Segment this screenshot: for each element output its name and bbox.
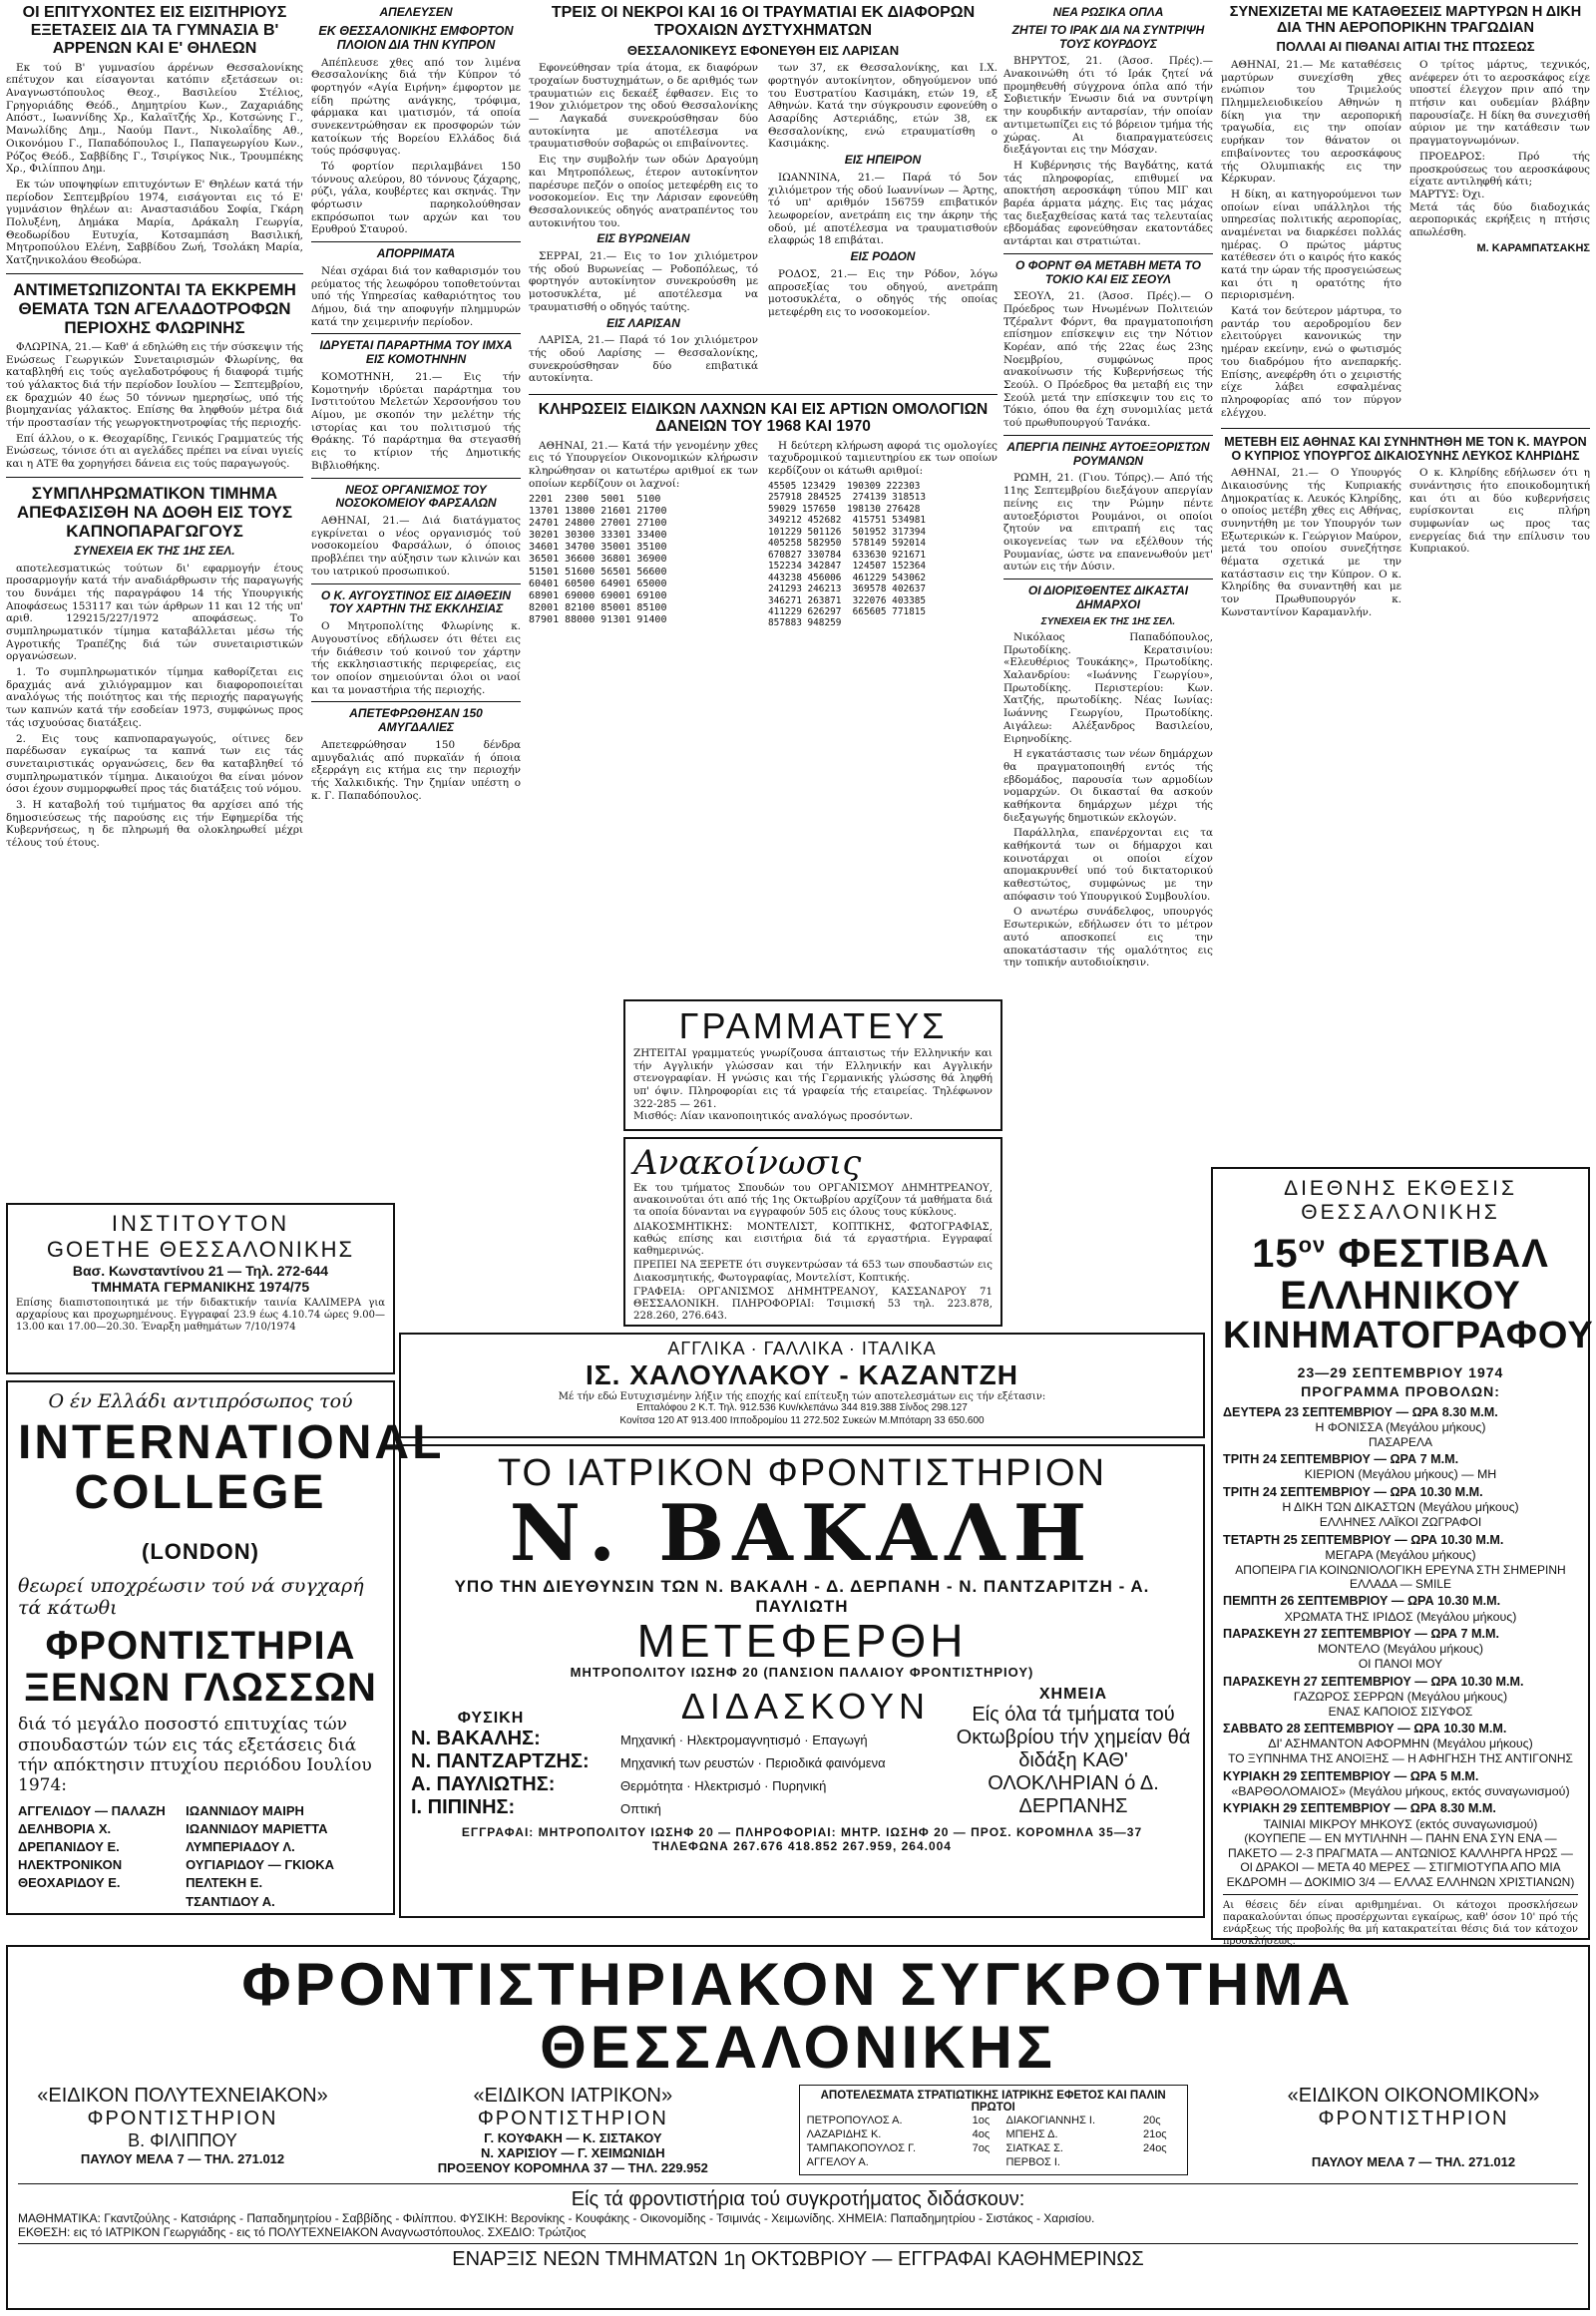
program-day: ΤΡΙΤΗ 24 ΣΕΠΤΕΜΒΡΙΟΥ — ΩΡΑ 10.30 Μ.Μ. [1223,1485,1483,1500]
goethe-line1: ΙΝΣΤΙΤΟΥΤΟΝ [111,1211,290,1236]
program-day: ΠΕΜΠΤΗ 26 ΣΕΠΤΕΜΒΡΙΟΥ — ΩΡΑ 10.30 Μ.Μ. [1223,1594,1501,1609]
ic-intro: Ο έν Ελλάδι αντιπρόσωπος τού [48,1390,353,1412]
headline: ΝΕΟΣ ΟΡΓΑΝΙΣΜΟΣ ΤΟΥ ΝΟΣΟΚΟΜΕΙΟΥ ΦΑΡΣΑΛΩΝ [335,482,497,511]
vakali-directors: ΥΠΟ ΤΗΝ ΔΙΕΥΘΥΝΣΙΝ ΤΩΝ Ν. ΒΑΚΑΛΗ - Δ. ΔΕΡΠΑΝΗ - Ν. ΠΑΝΤΖΑΡΙΤΖΗ - Α. ΠΑΥΛΙΩΤΗ [454,1577,1150,1616]
traffic-right-column [768,62,998,388]
branch-medical [408,2085,737,2175]
divider [311,701,521,702]
lottery-left [529,440,758,629]
languages-branches [409,1402,1195,1427]
branch-address: ΠΑΥΛΟΥ ΜΕΛΑ 7 — ΤΗΛ. 271.012 [1311,2154,1516,2169]
teachers-line1: ΜΑΘΗΜΑΤΙΚΑ: Γκαντζούλης - Κατσιάρης - Παπαδημητρίου - Σαββίδης - Φιλίππου. ΦΥΣΙΚΗ: Βερονίκης - Κουφάκης - Οικονομίδης - Τσιμινάς - Χειμωνίδης. ΧΗΜΕΙΑ: Παπαδημητρίου - Σιστάκος - Χαρισίου. [18,2211,1095,2225]
body-text: Ο ανωτέρω συνάδελφος, υπουργός Εσωτερικών, εδήλωσεν ότι το μέτρον αυτό αποσκοπεί εις την αποκατάστασιν τής ομαλότητος εις την τοπικήν αυτοδιοίκησιν. [1003,906,1213,969]
body-text: ΠΡΟΕΔΡΟΣ: Πρό τής προσκρούσεως του αεροσκάφους είχατε αντιληφθή κάτι; ΜΑΡΤΥΣ: Όχι. Μετά τάς δύο διαδοχικάς αεροπορικάς εκρήξεις η πτήσις απωλέσθη. [1409,150,1590,238]
ic-schools-title: ΦΡΟΝΤΙΣΤΗΡΙΑ [45,1624,356,1669]
subheading: ΕΙΣ ΡΟΔΟΝ [850,249,916,264]
ic-london: (LONDON) [142,1538,259,1564]
vakali-chemistry [954,1686,1193,1819]
program-item [1223,1801,1578,1889]
headline: ΑΠΕΡΓΙΑ ΠΕΙΝΗΣ ΑΥΤΟΕΞΟΡΙΣΤΩΝ ΡΟΥΜΑΝΩΝ [1006,439,1210,468]
trial-left-column [1221,59,1401,422]
subheading: ΕΙΣ ΒΥΡΩΝΕΙΑΝ [597,231,690,246]
body-text: Εκ τού Β' γυμνασίου άρρένων Θεσσαλονίκης επέτυχον και είσαγονται κατόπιν εξετάσεων οι: Αναγνωστόπουλος Θεοχ., Βασιλείου Στέλιος, Γρηγοριάδης Θεόδ., Δημητρίου Κων., Ζαχαριάδης Απόστ., Ιωαννίδης Χρ., Καλαϊτζής Χρ., Κοτσώνης Γ., Μανωλίδης Δημ., Ναούμ Παντ., Νικολαΐδης Αθ., Οικονόμου Γ., Παπαδόπουλος Ι., Παπαγεωργίου Κων., Ρόζος Θεόδ., Σαββίδης Γ., Τσιρίγκος Νικ., Τρουμπέκης Χρ., Φιλίππου Δημ. [6,61,303,176]
body-text: 2. Εις τους καπνοπαραγωγούς, οίτινες δεν παρέδωσαν εγκαίρως τα καπνά των εις τάς συνεταιριστικάς οργανώσεις, δεν θα καταβληθεί τό συμπληρωματικόν τίμημα. Δικαιούχοι θα είναι μόνον όσοι έχουν συμμορφωθεί προς τάς διατάξεις τού νόμου. [6,732,303,796]
results-table [804,2114,1183,2169]
column-4 [1003,4,1213,1221]
program-day: ΣΑΒΒΑΤΟ 28 ΣΕΠΤΕΜΒΡΙΟΥ — ΩΡΑ 10.30 Μ.Μ. [1223,1722,1507,1737]
continuation-label: ΣΥΝΕΧΕΙΑ ΕΚ ΤΗΣ 1ΗΣ ΣΕΛ. [1040,615,1176,627]
bond-numbers: 45505 123429 190309 222303 257918 284525 274139 318513 59029 157650 198130 276428 349212 452682 415751 534981 101229 501126 501952 317394 405258 582950 578149 592014 670827 330784 633630 921671 152234 342847 124507 152364 443238 456006 461229 543062 241293 246213 369578 402637 346271 263871 322076 403385 411229 626297 665605 771815 857883 948259 [768,480,927,629]
vakali-moved: ΜΕΤΕΦΕΡΘΗ [636,1615,968,1667]
school-name: ΙΩΑΝΝΙΔΟΥ ΜΑΙΡΗ [186,1802,304,1818]
announcement-body: Εκ του τμήματος Σπουδών του ΟΡΓΑΝΙΣΜΟΥ ΔΗΜΗΤΡΕΑΝΟΥ, ανακοινούται ότι από τής 1ης Οκτωβρίου αρχίζουν τά μαθήματα διά τα οποία δύνανται να εγγραφούν 505 εις όλους τους κύκλους. [633,1183,993,1219]
branch-polytechnic [18,2085,347,2175]
languages-branch-line1: Επταλόφου 2 Κ.Τ. Τηλ. 912.536 Κυν/κλεπάνω 344 819.388 Σίνδος 298.127 [636,1402,968,1413]
headline: ΙΔΡΥΕΤΑΙ ΠΑΡΑΡΤΗΜΑ ΤΟΥ ΙΜΧΑ ΕΙΣ ΚΟΜΟΤΗΝΗΝ [319,338,513,367]
goethe-ad [6,1203,395,1374]
headline: ΚΛΗΡΩΣΕΙΣ ΕΙΔΙΚΩΝ ΛΑΧΝΩΝ ΚΑΙ ΕΙΣ ΑΡΤΙΩΝ ΟΜΟΛΟΓΙΩΝ ΔΑΝΕΙΩΝ ΤΟΥ 1968 ΚΑΙ 1970 [538,401,989,436]
program-day: ΔΕΥΤΕΡΑ 23 ΣΕΠΤΕΜΒΡΙΟΥ — ΩΡΑ 8.30 Μ.Μ. [1223,1404,1498,1419]
ic-reason: διά τό μεγάλο ποσοστό επιτυχίας τών σπουδαστών τών εις τάς εξετάσεις διά τήν απόκτησιν πτυχίου περιόδου Ιουλίου 1974: [18,1715,372,1796]
announcement-body2: ΔΙΑΚΟΣΜΗΤΙΚΗΣ: ΜΟΝΤΕΛΙΣΤ, ΚΟΠΤΙΚΗΣ, ΦΩΤΟΓΡΑΦΙΑΣ, καθώς επίσης και εισιτήρια διά τά εργαστήρια. Εγγραφαί καθημερινώς. [633,1221,993,1258]
headline: ΖΗΤΕΙ ΤΟ ΙΡΑΚ ΔΙΑ ΝΑ ΣΥΝΤΡΙΨΗ ΤΟΥΣ ΚΟΥΡΔΟΥΣ [1011,22,1205,51]
divider [6,273,303,274]
body-text: ΑΘΗΝΑΙ, 21.— Κατά τήν γενομένην χθες εις τό Υπουργείον Οικονομικών κλήρωσιν κληρώθησαν οι κατωτέρω αριθμοί εκ των οποίων κερδίζουν οι λαχνοί: [529,439,758,490]
goethe-departments: ΤΜΗΜΑΤΑ ΓΕΡΜΑΝΙΚΗΣ 1974/75 [91,1279,310,1295]
secretary-footer: Μισθός: Λίαν ικανοποιητικός αναλόγως προσόντων. [633,1110,914,1123]
program-day: ΚΥΡΙΑΚΗ 29 ΣΕΠΤΕΜΒΡΙΟΥ — ΩΡΑ 8.30 Μ.Μ. [1223,1801,1496,1816]
festival-organizer: ΔΙΕΘΝΗΣ ΕΚΘΕΣΙΣ [1284,1177,1517,1200]
article-mayors [1003,584,1213,969]
body-text: ΦΛΩΡΙΝΑ, 21.— Καθ' ά εδηλώθη εις τήν σύσκεψιν τής Ενώσεως Γεωργικών Συνεταιρισμών Φλωρίνης, θα καταβληθή εις τούς αγελαδοτρόφους ή διαφορά τιμής τού γάλακτος διά τήν περίοδον Ιουλίου — Σεπτεμβρίου, εκ δραχμών 40 έως 50 τόννων ημερησίως, υπό τής βιομηχανίας γάλακτος. Επίσης θα ληφθούν μέτρα διά τήν προστασίαν τής γεωργοκτηνοτροφίας τής περιοχής. [6,340,303,429]
article-ford [1003,259,1213,430]
program-item [1223,1485,1578,1529]
body-text: Κατά τον δεύτερον μάρτυρα, το ραντάρ του αεροδρομίου δεν ελειτούργει κανονικώς την ημέραν εκείνην, ενώ ο φωτισμός του διαδρόμου ήτο ανεπαρκής. Επίσης, ανεφέρθη ότι ο χειριστής είχε λάβει εσφαλμένας πληροφορίας από τον πύργον ελέγχου. [1221,305,1401,419]
languages-ad [399,1333,1205,1438]
student-rank: 7ος [972,2142,991,2154]
branch-type: ΦΡΟΝΤΙΣΤΗΡΙΟΝ [477,2108,668,2129]
student-rank: 21ος [1142,2128,1167,2140]
vakali-subjects [411,1686,1193,1819]
program-day: ΤΡΙΤΗ 24 ΣΕΠΤΕΜΒΡΙΟΥ — ΩΡΑ 7 Μ.Μ. [1223,1452,1459,1467]
military-results [799,2085,1188,2175]
school-name: ΔΕΛΗΒΟΡΙΑ Χ. [18,1820,112,1836]
festival-edition: 15 [1252,1232,1299,1276]
program-day: ΠΑΡΑΣΚΕΥΗ 27 ΣΕΠΤΕΜΒΡΙΟΥ — ΩΡΑ 7 Μ.Μ. [1223,1627,1500,1642]
article-ship-cyprus [311,6,521,236]
languages-branch-line2: Κονίτσα 120 ΑΤ 913.400 Ιπποδρομίου 11 272.502 Συκεών Μ.Μπόταρη 33 650.600 [619,1414,985,1426]
divider [1003,435,1213,436]
divider [6,477,303,478]
tutoring-complex-ad [6,1945,1590,2310]
branch-address: ΠΡΟΞΕΝΟΥ ΚΟΡΟΜΗΛΑ 37 — ΤΗΛ. 229.952 [437,2160,708,2175]
body-text: Εις την συμβολήν των οδών Δραγούμη και Μητροπόλεως, έτερον αυτοκίνητον παρέσυρε πεζόν ο οποίος μετεφέρθη εις το νοσοκομείον. Εις την Λάρισαν εφονεύθη Θεσσαλονικεύς οδηγός ανατραπέντος του αυτοκινήτου του. [529,154,758,229]
headline: Ο ΦΟΡΝΤ ΘΑ ΜΕΤΑΒΗ ΜΕΤΑ ΤΟ ΤΟΚΙΟ ΚΑΙ ΕΙΣ ΣΕΟΥΛ [1015,257,1201,286]
divider [311,583,521,584]
article-augustinos [311,589,521,697]
body-text: Εκ τών υποψηφίων επιτυχόντων Ε' Θηλέων κατά τήν περίοδον Σεπτεμβρίου 1974, εισάγονται εις τό Ε' γυμνάσιον θηλέων αι: Αναστασιάδου Σοφία, Γκάρη Πολυξένη, Δημάκα Μαρία, Δράκαλη Γεωργία, Θεοδωρίδου Ευτυχία, Κοτσαμπάση Βασιλική, Μητροπούλου Ελένη, Σαββίδου Ζωή, Τσολάκη Μαρία, Χατζηνικολάου Θεοδώρα. [6,178,303,267]
teacher-subject: Οπτική [620,1801,661,1817]
kicker: ΑΠΕΛΕΥΣΕΝ [379,5,453,19]
program-item [1223,1627,1578,1671]
student-rank: 24ος [1142,2142,1167,2154]
divider [1003,253,1213,254]
vakali-chemistry-text: Είς όλα τά τμήματα τού Οκτωβρίου τήν χημείαν θά διδάξη ΚΑΘ' ΟΛΟΚΛΗΡΙΑΝ ό Δ. ΔΕΡΠΑΝΗΣ [956,1704,1191,1818]
teacher-subject: Θερμότητα · Ηλεκτρισμό · Πυρηνική [620,1778,827,1794]
branch-name: «ΕΙΔΙΚΟΝ ΟΙΚΟΝΟΜΙΚΟΝ» [1287,2085,1540,2107]
festival-word: ΦΕΣΤΙΒΑΛ [1338,1232,1549,1276]
program-item [1223,1769,1578,1799]
article-tobacco [6,484,303,850]
body-text: ΑΘΗΝΑΙ, 21.— Διά διατάγματος εγκρίνεται ο νέος οργανισμός τού νοσοκομείου Φαρσάλων, ό όποιος προβλέπει την αύξησιν των κλινών και του ιατρικού προσωπικού. [311,515,521,578]
headline: ΕΚ ΘΕΣΣΑΛΟΝΙΚΗΣ ΕΜΦΟΡΤΟΝ ΠΛΟΙΟΝ ΔΙΑ ΤΗΝ ΚΥΠΡΟΝ [318,23,514,53]
results-row [804,2127,1183,2141]
secretary-ad [623,999,1002,1131]
headline: ΑΠΕΤΕΦΡΩΘΗΣΑΝ 150 ΑΜΥΓΔΑΛΙΕΣ [349,706,483,735]
program-film: ΜΕΓΑΡΑ (Μεγάλου μήκους) [1325,1547,1476,1562]
program-item [1223,1594,1578,1624]
branch-economic [1249,2085,1578,2175]
body-text: ΑΘΗΝΑΙ, 21.— Ο Υπουργός Δικαιοσύνης τής Κυπριακής Δημοκρατίας κ. Λευκός Κληρίδης, ο οποίος μετέβη χθες εις Αθήνας, συνηντήθη με τον Υπουργόν των Εξωτερικών κ. Γεώργιον Μαύρον, μετά του οποίου συνεζήτησε θέματα σχετικά με την κατάστασιν εις την Κύπρον. Ο κ. Κληρίδης θα συναντηθή και με τον Πρωθυπουργόν κ. Κωνσταντίνον Καραμανλήν. [1221,467,1401,618]
body-text: των 37, εκ Θεσσαλονίκης, και Ι.Χ. φορτηγόν αυτοκίνητον, οδηγούμενον υπό του Ευστρατίου Κασιμάκη, ετών 19, εξ Αθηνών. Κατά την σύγκρουσιν εφονεύθη ο Ασαρίδης Αστεριάδης, ετών 38, εκ Θεσσαλονίκης, ενώ ετραυματίσθη ο Κασιμάκης. [768,62,998,151]
student-name: ΤΑΜΠΑΚΟΠΟΥΛΟΣ Γ. [806,2142,916,2154]
ic-college [18,1468,383,1569]
secretary-title: ΓΡΑΜΜΑΤΕΥΣ [678,1005,948,1046]
international-college-ad [6,1380,445,1915]
branch-address: ΠΑΥΛΟΥ ΜΕΛΑ 7 — ΤΗΛ. 271.012 [80,2151,285,2166]
teacher-subject: Μηχανική · Ηλεκτρομαγνητισμό · Επαγωγή [620,1733,868,1748]
student-rank: 1ος [972,2115,991,2126]
announcement-ad [623,1137,1002,1327]
vakali-phones: ΤΗΛΕΦΩΝΑ 267.676 418.852 267.959, 264.004 [652,1839,952,1854]
divider [18,2183,1578,2184]
school-name: ΔΡΕΠΑΝΙΔΟΥ Ε. [18,1839,120,1855]
body-text: Η Κυβέρνησις τής Βαγδάτης, κατά τάς πληροφορίας, επιθυμεί να αποκτήση αεροσκάφη τύπου ΜΙΓ και βαρέα άρματα μάχης. Εις τας μάχας τας διεξαχθείσας κατά τας τελευταίας εβδομάδας εφονεύθησαν εκατοντάδες αντάρται και στρατιώται. [1003,159,1213,248]
results-row [804,2155,1183,2169]
student-rank: 20ς [1142,2115,1161,2126]
ic-schools-title2: ΞΕΝΩΝ ΓΛΩΣΣΩΝ [24,1666,377,1711]
complex-title: ΦΡΟΝΤΙΣΤΗΡΙΑΚΟΝ ΣΥΓΚΡΟΤΗΜΑ ΘΕΣΣΑΛΟΝΙΚΗΣ [241,1951,1355,2081]
traffic-left-column [529,62,758,388]
program-film: ΓΑΖΩΡΟΣ ΣΕΡΡΩΝ (Μεγάλου μήκους) [1293,1689,1508,1704]
program-film: ΤΑΙΝΙΑΙ ΜΙΚΡΟΥ ΜΗΚΟΥΣ (εκτός συναγωνισμού) [1263,1816,1538,1831]
body-text: 1. Το συμπληρωματικόν τίμημα καθορίζεται εις δραχμάς ανά χιλιόγραμμον και διαφοροποιείται αναλόγως τής ποιότητος και τής περιοχής παραγωγής των καπνών κατά τήν εσοδείαν 1973, συμφώνως προς τάς ισχυούσας διατάξεις. [6,666,303,729]
body-text: ΚΟΜΟΤΗΝΗ, 21.— Εις τήν Κομοτηνήν ιδρύεται παράρτημα του Ινστιτούτου Μελετών Χερσονήσου του Αίμου, με σκοπόν την μελέτην τής ιστορίας και του πολιτισμού τής Θράκης. Τό παράρτημα θα στεγασθή εις το κτίριον τής Δημοτικής Βιβλιοθήκης. [311,371,521,472]
headline: ΑΠΟΡΡΙΜΑΤΑ [376,246,456,261]
program-film: ΚΙΕΡΙΟΝ (Μεγάλου μήκους) — ΜΗ [1304,1467,1497,1482]
program-film: «ΒΑΡΘΟΛΟΜΑΙΟΣ» (Μεγάλου μήκους, εκτός συναγωνισμού) [1231,1783,1570,1798]
program-film: ΔΙ' ΑΣΗΜΑΝΤΟΝ ΑΦΟΡΜΗΝ (Μεγάλου μήκους) [1268,1737,1533,1751]
festival-footer: Αι θέσεις δέν είναι αριθμημέναι. Οι κάτοχοι προσκλήσεων παρακαλούνται όπως προσέρχωνται εγκαίρως, καθ' όσον 10' πρό τής ενάρξεως τής προβολής θα μή κατακρατείται θέσις διά τον κάτοχον προσκλήσεως. [1223,1900,1578,1948]
student-name: ΑΓΓΕΛΟΥ Α. [806,2156,869,2168]
kicker: ΝΕΑ ΡΩΣΙΚΑ ΟΠΛΑ [1052,5,1164,19]
festival-title [1223,1233,1578,1275]
article-iraq [1003,6,1213,248]
goethe-details: Επίσης διαπιστοποιητικά με τήν διδακτικήν ταινία ΚΑΛΙΜΕΡΑ για αρχαρίους και προχωρημένους. Εγγραφαί 23.9 έως 4.10.74 ώρες 9.00—13.00 και 17.00—20.30. Έναρξη μαθημάτων 7/10/1974 [16,1298,385,1333]
program-extra: ΠΑΣΑΡΕΛΑ [1368,1434,1433,1449]
complex-footer: ΕΝΑΡΞΙΣ ΝΕΩΝ ΤΜΗΜΑΤΩΝ 1η ΟΚΤΩΒΡΙΟΥ — ΕΓΓΡΑΦΑΙ ΚΑΘΗΜΕΡΙΝΩΣ [452,2248,1144,2270]
column-1 [6,4,303,1201]
headline: ΟΙ ΔΙΟΡΙΣΘΕΝΤΕΣ ΔΙΚΑΣΤΑΙ ΔΗΜΑΡΧΟΙ [1027,582,1189,611]
announcement-body3: ΠΡΕΠΕΙ ΝΑ ΞΕΡΕΤΕ ότι συγκεντρώσαν τά 653 των σπουδαστών εις Διακοσμητικής, Φωτογραφίας, Μοντελίστ, Κοπτικής. [633,1260,993,1284]
divider [18,2243,1578,2244]
article-imxa [311,339,521,472]
article-cattle-farmers [6,280,303,471]
school-name: ΛΥΜΠΕΡΙΑΔΟΥ Λ. [186,1839,295,1855]
body-text: Η εγκατάστασις των νέων δημάρχων θα πραγματοποιηθή εντός τής εβδομάδος, παρουσία των αρμοδίων νομαρχών. Οι δικασταί θα ασκούν καθήκοντα δημάρχων μέχρι τής διεξαγωγής δημοτικών εκλογών. [1003,748,1213,824]
article-air-trial [1221,4,1590,422]
vakali-name: Ν. ΒΑΚΑΛΗ [509,1488,1095,1579]
school-name: ΑΓΓΕΛΙΔΟΥ — ΠΑΛΑΖΗ [18,1802,166,1818]
headline: Ο Κ. ΑΥΓΟΥΣΤΙΝΟΣ ΕΙΣ ΔΙΑΘΕΣΙΝ ΤΟΥ ΧΑΡΤΗΝ ΤΗΣ ΕΚΚΛΗΣΙΑΣ [320,587,512,616]
announcement-title: Ανακοίνωσις [633,1143,862,1183]
festival-title-line2: ΕΛΛΗΝΙΚΟΥ [1280,1274,1521,1318]
student-rank: 4ος [972,2128,991,2140]
school-name: ΠΕΛΤΕΚΗ Ε. [186,1875,263,1891]
teacher-subject: Μηχανική των ρευστών · Περιοδικά φαινόμενα [620,1755,886,1771]
festival-dates: 23—29 ΣΕΠΤΕΜΒΡΙΟΥ 1974 [1297,1363,1504,1380]
headline: ΣΥΝΕΧΙΖΕΤΑΙ ΜΕ ΚΑΤΑΘΕΣΕΙΣ ΜΑΡΤΥΡΩΝ Η ΔΙΚΗ ΔΙΑ ΤΗΝ ΑΕΡΟΠΟΡΙΚΗΝ ΤΡΑΓΩΔΙΑΝ [1229,4,1582,37]
teacher-name: Ν. ΒΑΚΑΛΗΣ: [411,1728,541,1750]
teacher-row [411,1773,930,1796]
body-text: ΡΩΜΗ, 21. (Γιου. Τόπρς).— Από τής 11ης Σεπτεμβρίου διεξάγουν απεργίαν πείνης εις την Ρώμην πέντε αυτοεξόριστοι Ρουμάνοι, οι οποίοι ζητούν να επιτραπή εις τας οικογενείας των να εξέλθουν τής Ρουμανίας, ώστε να επανενωθούν μετ' αυτών εις τήν Δύσιν. [1003,472,1213,574]
byline: Μ. ΚΑΡΑΜΠΑΤΣΑΚΗΣ [1476,241,1590,254]
ic-list-right [186,1802,383,1911]
divider [1221,428,1590,429]
body-text: Η δίκη, αι κατηγορούμενοι των οποίων είναι υπάλληλοι τής υπηρεσίας πολιτικής αεροπορίας, αναμένεται να διαρκέσει πολλάς ημέρας. Ο πρώτος μάρτυς κατέθεσεν ότι ο καιρός ήτο κακός κατά την ώραν τής προσγειώσεως και ότι η ορατότης ήτο περιορισμένη. [1221,188,1401,302]
subheading: ΕΙΣ ΗΠΕΙΡΟΝ [844,153,922,168]
festival-title-line3: ΚΙΝΗΜΑΤΟΓΡΑΦΟΥ [1223,1315,1594,1356]
vakali-physics [411,1686,930,1819]
student-rank [970,2155,1003,2169]
vakali-address: ΜΗΤΡΟΠΟΛΙΤΟΥ ΙΩΣΗΦ 20 (ΠΑΝΣΙΟΝ ΠΑΛΑΙΟΥ ΦΡΟΝΤΙΣΤΗΡΙΟΥ) [570,1665,1034,1681]
teachers-title: Είς τά φροντιστήρια τού συγκροτήματος διδάσκουν: [571,2188,1025,2210]
column-5 [1221,4,1590,981]
secretary-body: ΖΗΤΕΙΤΑΙ γραμματεύς γνωρίζουσα άπταιστως τήν Ελληνικήν και τήν Αγγλικήν γλώσσαν και τήν Ελληνικήν και Αγγλικήν στενογραφίαν. Η γνώσις και τής Γερμανικής γλώσσης θά ληφθή υπ' όψιν. Πληροφορίαι εις τά γραφεία τής εταιρείας. Τηλέφωνον 322-285 — 261. [633,1047,993,1110]
column-3 [529,4,998,722]
branch-type: ΦΡΟΝΤΙΣΤΗΡΙΟΝ [1318,2108,1509,2129]
program-extra: ΟΙ ΠΑΝΟΙ ΜΟΥ [1358,1657,1443,1672]
article-almond-trees [311,707,521,802]
body-text: Επί άλλου, ο κ. Θεοχαρίδης, Γενικός Γραμματεύς τής Ενώσεως, τόνισε ότι αι αγελάδες πρέπει να είναι υγιείς και η ΑΤΕ θα χορηγήσει δάνεια εις τούς παραγωγούς. [6,432,303,470]
headline: ΣΥΜΠΛΗΡΩΜΑΤΙΚΟΝ ΤΙΜΗΜΑ ΑΠΕΦΑΣΙΣΘΗ ΝΑ ΔΟΘΗ ΕΙΣ ΤΟΥΣ ΚΑΠΝΟΠΑΡΑΓΩΓΟΥΣ [16,483,293,541]
ic-name: INTERNATIONAL [18,1416,445,1469]
student-name: ΔΙΑΚΟΓΙΑΝΝΗΣ Ι. [1005,2115,1096,2126]
subheadline: ΘΕΣΣΑΛΟΝΙΚΕΥΣ ΕΦΟΝΕΥΘΗ ΕΙΣ ΛΑΡΙΣΑΝ [626,42,900,58]
student-name: ΜΠΕΗΣ Δ. [1005,2128,1058,2140]
festival-program [1223,1405,1578,1889]
festival-organizer-city: ΘΕΣΣΑΛΟΝΙΚΗΣ [1301,1201,1500,1224]
body-text: Η δεύτερη κλήρωση αφορά τις ομολογίες ταχυδρομικού ταμιευτηρίου εκ των οποίων κερδίζουν οι κάτωθι αριθμοί: [768,439,998,478]
column-2 [311,4,521,1201]
student-name: ΣΙΑΤΚΑΣ Σ. [1005,2142,1063,2154]
body-text: Ο τρίτος μάρτυς, τεχνικός, ανέφερεν ότι το αεροσκάφος είχε υποστεί έλεγχον πριν από την πτήσιν και ουδεμίαν βλάβην παρουσίαζε. Η δίκη θα συνεχισθή αύριον με την κατάθεσιν των πραγματογνωμόνων. [1409,59,1590,148]
article-waste [311,247,521,328]
school-name: ΘΕΟΧΑΡΙΔΟΥ Ε. [18,1875,121,1891]
teacher-name: Ι. ΠΙΠΙΝΗΣ: [411,1796,516,1819]
divider [311,478,521,479]
program-extra: ΑΠΟΠΕΙΡΑ ΓΙΑ ΚΟΙΝΩΝΙΟΛΟΓΙΚΗ ΕΡΕΥΝΑ ΣΤΗ ΣΗΜΕΡΙΝΗ ΕΛΛΑΔΑ — SMILE [1235,1562,1566,1591]
program-item [1223,1675,1578,1719]
teacher-row [411,1728,930,1750]
school-name: ΗΛΕΚΤΡΟΝΙΚΟΝ [18,1857,123,1873]
divider [311,241,521,242]
teacher-row [411,1796,930,1819]
ic-college-word: COLLEGE [74,1466,327,1520]
body-text: ΒΗΡΥΤΟΣ, 21. (Άσοσ. Πρές).— Ανακοινώθη ότι τό Ιράκ ζητεί νά προμηθευθή σύγχρονα όπλα από τήν Σοβιετικήν Ένωσιν διά να συντρίψη την κουρδικήν ανταρσίαν, τήν οποίαν αντιμετωπίζει εις τό βόρειον τμήμα τής χώρας. Αι διαπραγματεύσεις διεξάγονται εις την Μόσχαν. [1003,55,1213,157]
branch-director: Γ. ΚΟΥΦΑΚΗ — Κ. ΣΙΣΤΑΚΟΥ [484,2130,662,2145]
program-film: ΜΟΝΤΕΛΟ (Μεγάλου μήκους) [1317,1642,1484,1657]
body-text: ΣΕΡΡΑΙ, 21.— Εις το 1ον χιλιόμετρον τής οδού Βυρωνείας — Ροδοπόλεως, τό φορτηγόν αυτοκίνητον συνεκρούσθη με μοτοσυκλέτα, μέ αποτέλεσμα να τραυματισθή ο οδηγός ταύτης. [529,250,758,313]
vakali-physics-header [411,1686,930,1728]
program-item [1223,1405,1578,1449]
body-text: ΛΑΡΙΣΑ, 21.— Παρά τό 1ον χιλιόμετρον τής οδού Λαρίσης — Θεσσαλονίκης, συνεκρούσθησαν δύο επιβατικά αυτοκίνητα. [529,334,758,385]
divider [529,394,998,395]
complex-branches [18,2085,1578,2175]
program-film: ΧΡΩΜΑΤΑ ΤΗΣ ΙΡΙΔΟΣ (Μεγάλου μήκους) [1284,1609,1517,1624]
body-text: Απέπλευσε χθες από τον λιμένα Θεσσαλονίκης διά τήν Κύπρον τό φορτηγόν «Αγία Ειρήνη» έμφορτον με είδη πρώτης ανάγκης, τρόφιμα, φάρμακα και ιματισμόν, τά οποία συνεκεντρώθησαν εκ προσφορών τών κατοίκων τής Βορείου Ελλάδος διά τούς πρόσφυγας. [311,56,521,158]
vakali-physics-title: ΦΥΣΙΚΗ [457,1710,525,1728]
body-text: Νέαι σχάραι διά τον καθαρισμόν του ρεύματος τής λεωφόρου τοποθετούνται υπό τής Υπηρεσίας καθαριότητος του Δήμου, διά την αποφυγήν πλημμυρών κατά την χειμερινήν περίοδον. [311,264,521,328]
teachers-line2: ΕΚΘΕΣΗ: εις τό ΙΑΤΡΙΚΟΝ Γεωργιάδης - εις τό ΠΟΛΥΤΕΧΝΕΙΑΚΟΝ Αναγνωστόπουλος. ΣΧΕΔΙΟ: Τρώτζιος [18,2225,587,2239]
student-rank [1140,2155,1183,2169]
body-text: 3. Η καταβολή τού τιμήματος θα αρχίσει από τής δημοσιεύσεως τής παρούσης εις τήν Εφημερίδα τής Κυβερνήσεως, η δε πληρωμή θα ολοκληρωθεί μέχρι τέλους τού έτους. [6,798,303,850]
ic-congrats: θεωρεί υποχρέωσιν τού νά συγχαρή τά κάτωθι [18,1575,364,1620]
body-text: ΡΟΔΟΣ, 21.— Εις την Ρόδον, λόγω απροσεξίας του οδηγού, ανετράπη μοτοσυκλέτα, ο οδηγός τής οποίας μετεφέρθη εις το νοσοκομείον. [768,267,998,318]
body-text: Εφονεύθησαν τρία άτομα, εκ διαφόρων τροχαίων δυστυχημάτων, ο δε αριθμός των τραυματιών εις δεκαέξ έφθασεν. Εις το 19ον χιλιόμετρον της οδού Θεσσαλονίκης — Λαγκαδά συνεκρούσθησαν δύο αυτοκίνητα με αποτέλεσμα να τραυματισθούν σοβαρώς οι επιβαίνοντες. [529,62,758,151]
results-title: ΑΠΟΤΕΛΕΣΜΑΤΑ ΣΤΡΑΤΙΩΤΙΚΗΣ ΙΑΤΡΙΚΗΣ ΕΦΕΤΟΣ ΚΑΙ ΠΑΛΙΝ ΠΡΩΤΟΙ [820,2090,1166,2114]
program-item [1223,1533,1578,1592]
vakali-ad [399,1444,1205,1918]
article-kleridis [1221,435,1590,621]
teacher-row [411,1750,930,1773]
teacher-name: Α. ΠΑΥΛΙΩΤΗΣ: [411,1773,556,1796]
subheadline: ΠΟΛΛΑΙ ΑΙ ΠΙΘΑΝΑΙ ΑΙΤΙΑΙ ΤΗΣ ΠΤΩΣΕΩΣ [1276,39,1535,55]
article-entrance-exams [6,4,303,267]
article-hunger-strike [1003,441,1213,574]
ic-list-left [18,1802,186,1911]
body-text: ΙΩΑΝΝΙΝΑ, 21.— Παρά τό 5ον χιλιόμετρον τής οδού Ιωαννίνων — Άρτης, τό υπ' αριθμόν 156759 επιβατικόν λεωφορείον, ανετράπη εις την άκρην τής οδού, μέ αποτέλεσμα να τραυματισθούν ελαφρώς 18 επιβάται. [768,171,998,247]
body-text: Απετεφρώθησαν 150 δένδρα αμυγδαλιάς από πυρκαϊάν ή όποια εξερράγη εις κτήμα εις την περιοχήν τής Χαλκιδικής. Την ζημίαν υπέστη ο κ. Γ. Παπαδόπουλος. [311,738,521,802]
trial-right-column [1409,59,1590,422]
body-text: αποτελεσματικώς τούτων δι' εφαρμογήν έτους προσαρμογήν κατά τήν αναδιάρθρωσιν τής παραγωγής του δυνάμει τής παραγράφου 14 τής Υπουργικής Αποφάσεως 153117 και τών άρθρων 11 και 12 τής υπ' αριθ. 129215/227/1972 αποφάσεως. Το συμπληρωματικόν τίμημα καταβάλλεται μέσω τής Αγροτικής Τραπέζης διά τών συνεταιριστικών οργανώσεων. [6,562,303,663]
student-name: ΛΑΖΑΡΙΔΗΣ Κ. [806,2128,882,2140]
body-text: Ο Μητροπολίτης Φλωρίνης κ. Αυγουστίνος εδήλωσεν ότι θέτει εις τήν διάθεσιν τού κοινού τον χάρτην τής εκκλησιαστικής περιφερείας, εις τον οποίον σημειούνται όλοι οι ναοί και τα μοναστήρια τής περιοχής. [311,620,521,696]
program-extra: ΤΟ ΞΥΠΝΗΜΑ ΤΗΣ ΑΝΟΙΞΗΣ — Η ΑΦΗΓΗΣΗ ΤΗΣ ΑΝΤΙΓΟΝΗΣ [1228,1751,1573,1766]
body-text: Νικόλαος Παπαδόπουλος, Πρωτοδίκης. Κερατσινίου: «Ελευθέριος Τουκάκης», Πρωτοδίκης. Χαλανδρίου: «Ιωάννης Γεωργίου», Πρωτοδίκης. Περιστερίου: Κων. Χατζής, πρωτοδίκης. Νέας Ιωνίας: Ιωάννης Γεωργίου, Πρωτοδίκης. Αιγάλεω: Αλέξανδρος Βασιλείου, Ειρηνοδίκης. [1003,631,1213,745]
results-row [804,2141,1183,2155]
school-name: ΟΥΓΙΑΡΙΔΟΥ — ΓΚΙΟΚΑ [186,1857,335,1873]
school-name: ΙΩΑΝΝΙΔΟΥ ΜΑΡΙΕΤΤΑ [186,1820,328,1836]
branch-type: ΦΡΟΝΤΙΣΤΗΡΙΟΝ [87,2108,278,2129]
headline: ΤΡΕΙΣ ΟΙ ΝΕΚΡΟΙ ΚΑΙ 16 ΟΙ ΤΡΑΥΜΑΤΙΑΙ ΕΚ ΔΙΑΦΟΡΩΝ ΤΡΟΧΑΙΩΝ ΔΥΣΤΥΧΗΜΑΤΩΝ [551,4,976,39]
body-text: Τό φορτίον περιλαμβάνει 150 τόννους αλεύρου, 80 τόννους ζάχαρης, ρύζι, γάλα, κουβέρτες και σκηνάς. Την φόρτωσιν παρηκολούθησαν εκπρόσωποι των αρχών και του Ερυθρού Σταυρού. [311,161,521,236]
student-name: ΠΕΤΡΟΠΟΥΛΟΣ Α. [806,2115,903,2126]
body-text: ΑΘΗΝΑΙ, 21.— Με καταθέσεις μαρτύρων συνεχίσθη χθες ενώπιον του Τριμελούς Πλημμελειοδικείου Αθηνών η δίκη για την αεροπορική τραγωδία, εις την οποίαν ευρήκαν τον θάνατον οι επιβαίνοντες του αεροσκάφους τής Ολυμπιακής εις την Κέρκυραν. [1221,59,1401,186]
branch-name: «ΕΙΔΙΚΟΝ ΙΑΤΡΙΚΟΝ» [473,2085,673,2107]
body-text: Παράλληλα, επανέρχονται εις τα καθήκοντά των οι δήμαρχοι και κοινοτάρχαι οι οποίοι είχον απομακρυνθεί υπό τού δικτατορικού καθεστώτος, συμφώνως με την απόφασιν τού Υπουργικού Συμβουλίου. [1003,827,1213,903]
headline: ΟΙ ΕΠΙΤΥΧΟΝΤΕΣ ΕΙΣ ΕΙΣΙΤΗΡΙΟΥΣ ΕΞΕΤΑΣΕΙΣ ΔΙΑ ΤΑ ΓΥΜΝΑΣΙΑ Β' ΑΡΡΕΝΩΝ ΚΑΙ Ε' ΘΗΛΕΩΝ [22,4,287,57]
vakali-chemistry-title: ΧΗΜΕΙΑ [1038,1686,1108,1704]
continuation-label: ΣΥΝΕΧΕΙΑ ΕΚ ΤΗΣ 1ΗΣ ΣΕΛ. [74,543,235,558]
program-extra: (ΚΟΥΠΕΠΕ — ΕΝ ΜΥΤΙΛΗΝΗ — ΠΑΗΝ ΕΝΑ ΣΥΝ ΕΝΑ — ΠΑΚΕΤΟ — 2-3 ΠΡΑΓΜΑΤΑ — ΑΝΤΩΝΙΟΣ ΚΑΛΛΗΡΓΑ ΗΡΩΣ — ΟΙ ΔΡΑΚΟΙ — ΜΕΤΑ 40 ΜΕΡΕΣ — ΣΤΙΓΜΙΟΤΥΠΑ ΑΠΟ ΜΙΑ ΕΚΔΡΟΜΗ — ΔΟΚΙΜΙΟ 3/4 — ΕΛΛΑΣ ΕΛΛΗΝΩΝ ΧΡΙΣΤΙΑΝΩΝ) [1226,1831,1575,1889]
teacher-name: Ν. ΠΑΝΤΖΑΡΤΖΗΣ: [411,1750,590,1773]
branch-director: Β. ΦΙΛΙΠΠΟΥ [128,2130,237,2150]
branch-director2: Ν. ΧΑΡΙΣΙΟΥ — Γ. ΧΕΙΜΩΝΙΔΗ [481,2145,665,2160]
headline: ΑΝΤΙΜΕΤΩΠΙΖΟΝΤΑΙ ΤΑ ΕΚΚΡΕΜΗ ΘΕΜΑΤΑ ΤΩΝ ΑΓΕΛΑΔΟΤΡΟΦΩΝ ΠΕΡΙΟΧΗΣ ΦΛΩΡΙΝΗΣ [13,279,296,337]
program-extra: ΕΛΛΗΝΕΣ ΛΑΪΚΟΙ ΖΩΓΡΑΦΟΙ [1319,1515,1482,1530]
languages-school: ΙΣ. ΧΑΛΟΥΛΑΚΟΥ - ΚΑΖΑΝΤΖΗ [586,1359,1018,1390]
program-day: ΚΥΡΙΑΚΗ 29 ΣΕΠΤΕΜΒΡΙΟΥ — ΩΡΑ 5 Μ.Μ. [1223,1768,1479,1783]
body-text: Ο κ. Κληρίδης εδήλωσεν ότι η συνάντησις ήτο εποικοδομητική και ότι αι δύο κυβερνήσεις ευρίσκονται εις πλήρη συμφωνίαν ως προς τας ενεργείας διά την επίλυσιν του Κυπριακού. [1409,467,1590,556]
article-hospital [311,484,521,579]
festival-program-title: ΠΡΟΓΡΑΜΜΑ ΠΡΟΒΟΛΩΝ: [1301,1382,1500,1399]
program-day: ΤΕΤΑΡΤΗ 25 ΣΕΠΤΕΜΒΡΙΟΥ — ΩΡΑ 10.30 Μ.Μ. [1223,1532,1504,1547]
lottery-numbers: 2201 2300 5001 5100 13701 13800 21601 21700 24701 24800 27001 27100 30201 30300 33301 33400 34601 34700 35001 35100 36501 36600 36801 36900 51501 51600 56501 56600 60401 60500 64901 65000 68901 69000 69001 69100 82001 82100 85001 85100 87901 88000 91301 91400 [529,493,667,626]
school-name: ΤΣΑΝΤΙΔΟΥ Α. [186,1893,275,1909]
vakali-heading: ΤΟ ΙΑΤΡΙΚΟΝ ΦΡΟΝΤΙΣΤΗΡΙΟΝ [497,1452,1107,1494]
divider [1223,1894,1578,1895]
article-traffic [529,4,998,388]
results-row [804,2114,1183,2127]
program-item [1223,1452,1578,1482]
lottery-right [768,440,998,629]
goethe-address: Βασ. Κωνσταντίνου 21 — Τηλ. 272-644 [72,1263,329,1279]
student-name: ΠΕΡΒΟΣ Ι. [1005,2156,1060,2168]
languages-list: ΑΓΓΛΙΚΑ · ΓΑΛΛΙΚΑ · ΙΤΑΛΙΚΑ [667,1339,937,1358]
festival-edition-suffix: ον [1298,1232,1327,1258]
goethe-line2: GOETHE ΘΕΣΣΑΛΟΝΙΚΗΣ [46,1237,355,1262]
program-film: Η ΦΟΝΙΣΣΑ (Μεγάλου μήκους) [1315,1420,1486,1434]
vakali-footer: ΕΓΓΡΑΦΑΙ: ΜΗΤΡΟΠΟΛΙΤΟΥ ΙΩΣΗΦ 20 — ΠΛΗΡΟΦΟΡΙΑΙ: ΜΗΤΡ. ΙΩΣΗΦ 20 — ΠΡΟΣ. ΚΟΡΟΜΗΛΑ 35—37 [461,1825,1143,1840]
subheading: ΕΙΣ ΛΑΡΙΣΑΝ [606,315,680,330]
program-item [1223,1722,1578,1765]
program-extra: ΕΝΑΣ ΚΑΠΟΙΟΣ ΣΙΣΥΦΟΣ [1328,1704,1473,1719]
article-lottery [529,401,998,629]
languages-note: Μέ τήν εδώ Ευτυχισμένην λήξιν τής εποχής καί επίτευξη τών αποτελεσμάτων εις τήν εξέτασιν: [558,1391,1046,1402]
program-film: Η ΔΙΚΗ ΤΩΝ ΔΙΚΑΣΤΩΝ (Μεγάλου μήκους) [1282,1500,1519,1515]
vakali-teachers [411,1728,930,1819]
festival-ad [1211,1167,1594,1948]
body-text: ΣΕΟΥΛ, 21. (Άσοσ. Πρές).— Ο Πρόεδρος των Ηνωμένων Πολιτειών Τζέραλντ Φόρντ, θα πραγματοποιήση επίσημον επίσκεψιν εις την Νότιον Κορέαν, από τής 22ας έως 23ης Νοεμβρίου, συμφώνως προς ανακοίνωσιν τής Κυβερνήσεως τής Σεούλ. Ο Πρόεδρος θα μεταβή εις την Σεούλ μετά την επίσκεψιν του εις το Τόκιο, όπου θα έχη συνομιλίας μετά τού πρωθυπουργού Τανάκα. [1003,290,1213,430]
ic-lists [18,1802,383,1911]
branch-name: «ΕΙΔΙΚΟΝ ΠΟΛΥΤΕΧΝΕΙΑΚΟΝ» [37,2085,328,2107]
announcement-body4: ΓΡΑΦΕΙΑ: ΟΡΓΑΝΙΣΜΟΣ ΔΗΜΗΤΡΕΑΝΟΥ, ΚΑΣΣΑΝΔΡΟΥ 71 ΘΕΣΣΑΛΟΝΙΚΗ. ΠΛΗΡΟΦΟΡΙΑΙ: Τσιμισκή 53 τηλ. 223.878, 228.260, 276.643. [633,1286,993,1323]
vakali-teach-label: ΔΙΔΑΣΚΟΥΝ [680,1686,930,1728]
divider [311,333,521,334]
program-day: ΠΑΡΑΣΚΕΥΗ 27 ΣΕΠΤΕΜΒΡΙΟΥ — ΩΡΑ 10.30 Μ.Μ. [1223,1674,1524,1689]
headline: ΜΕΤΕΒΗ ΕΙΣ ΑΘΗΝΑΣ ΚΑΙ ΣΥΝΗΝΤΗΘΗ ΜΕ ΤΟΝ Κ. ΜΑΥΡΟΝ Ο ΚΥΠΡΙΟΣ ΥΠΟΥΡΓΟΣ ΔΙΚΑΙΟΣΥΝΗΣ ΛΕΥΚΟΣ ΚΛΗΡΙΔΗΣ [1224,435,1587,464]
